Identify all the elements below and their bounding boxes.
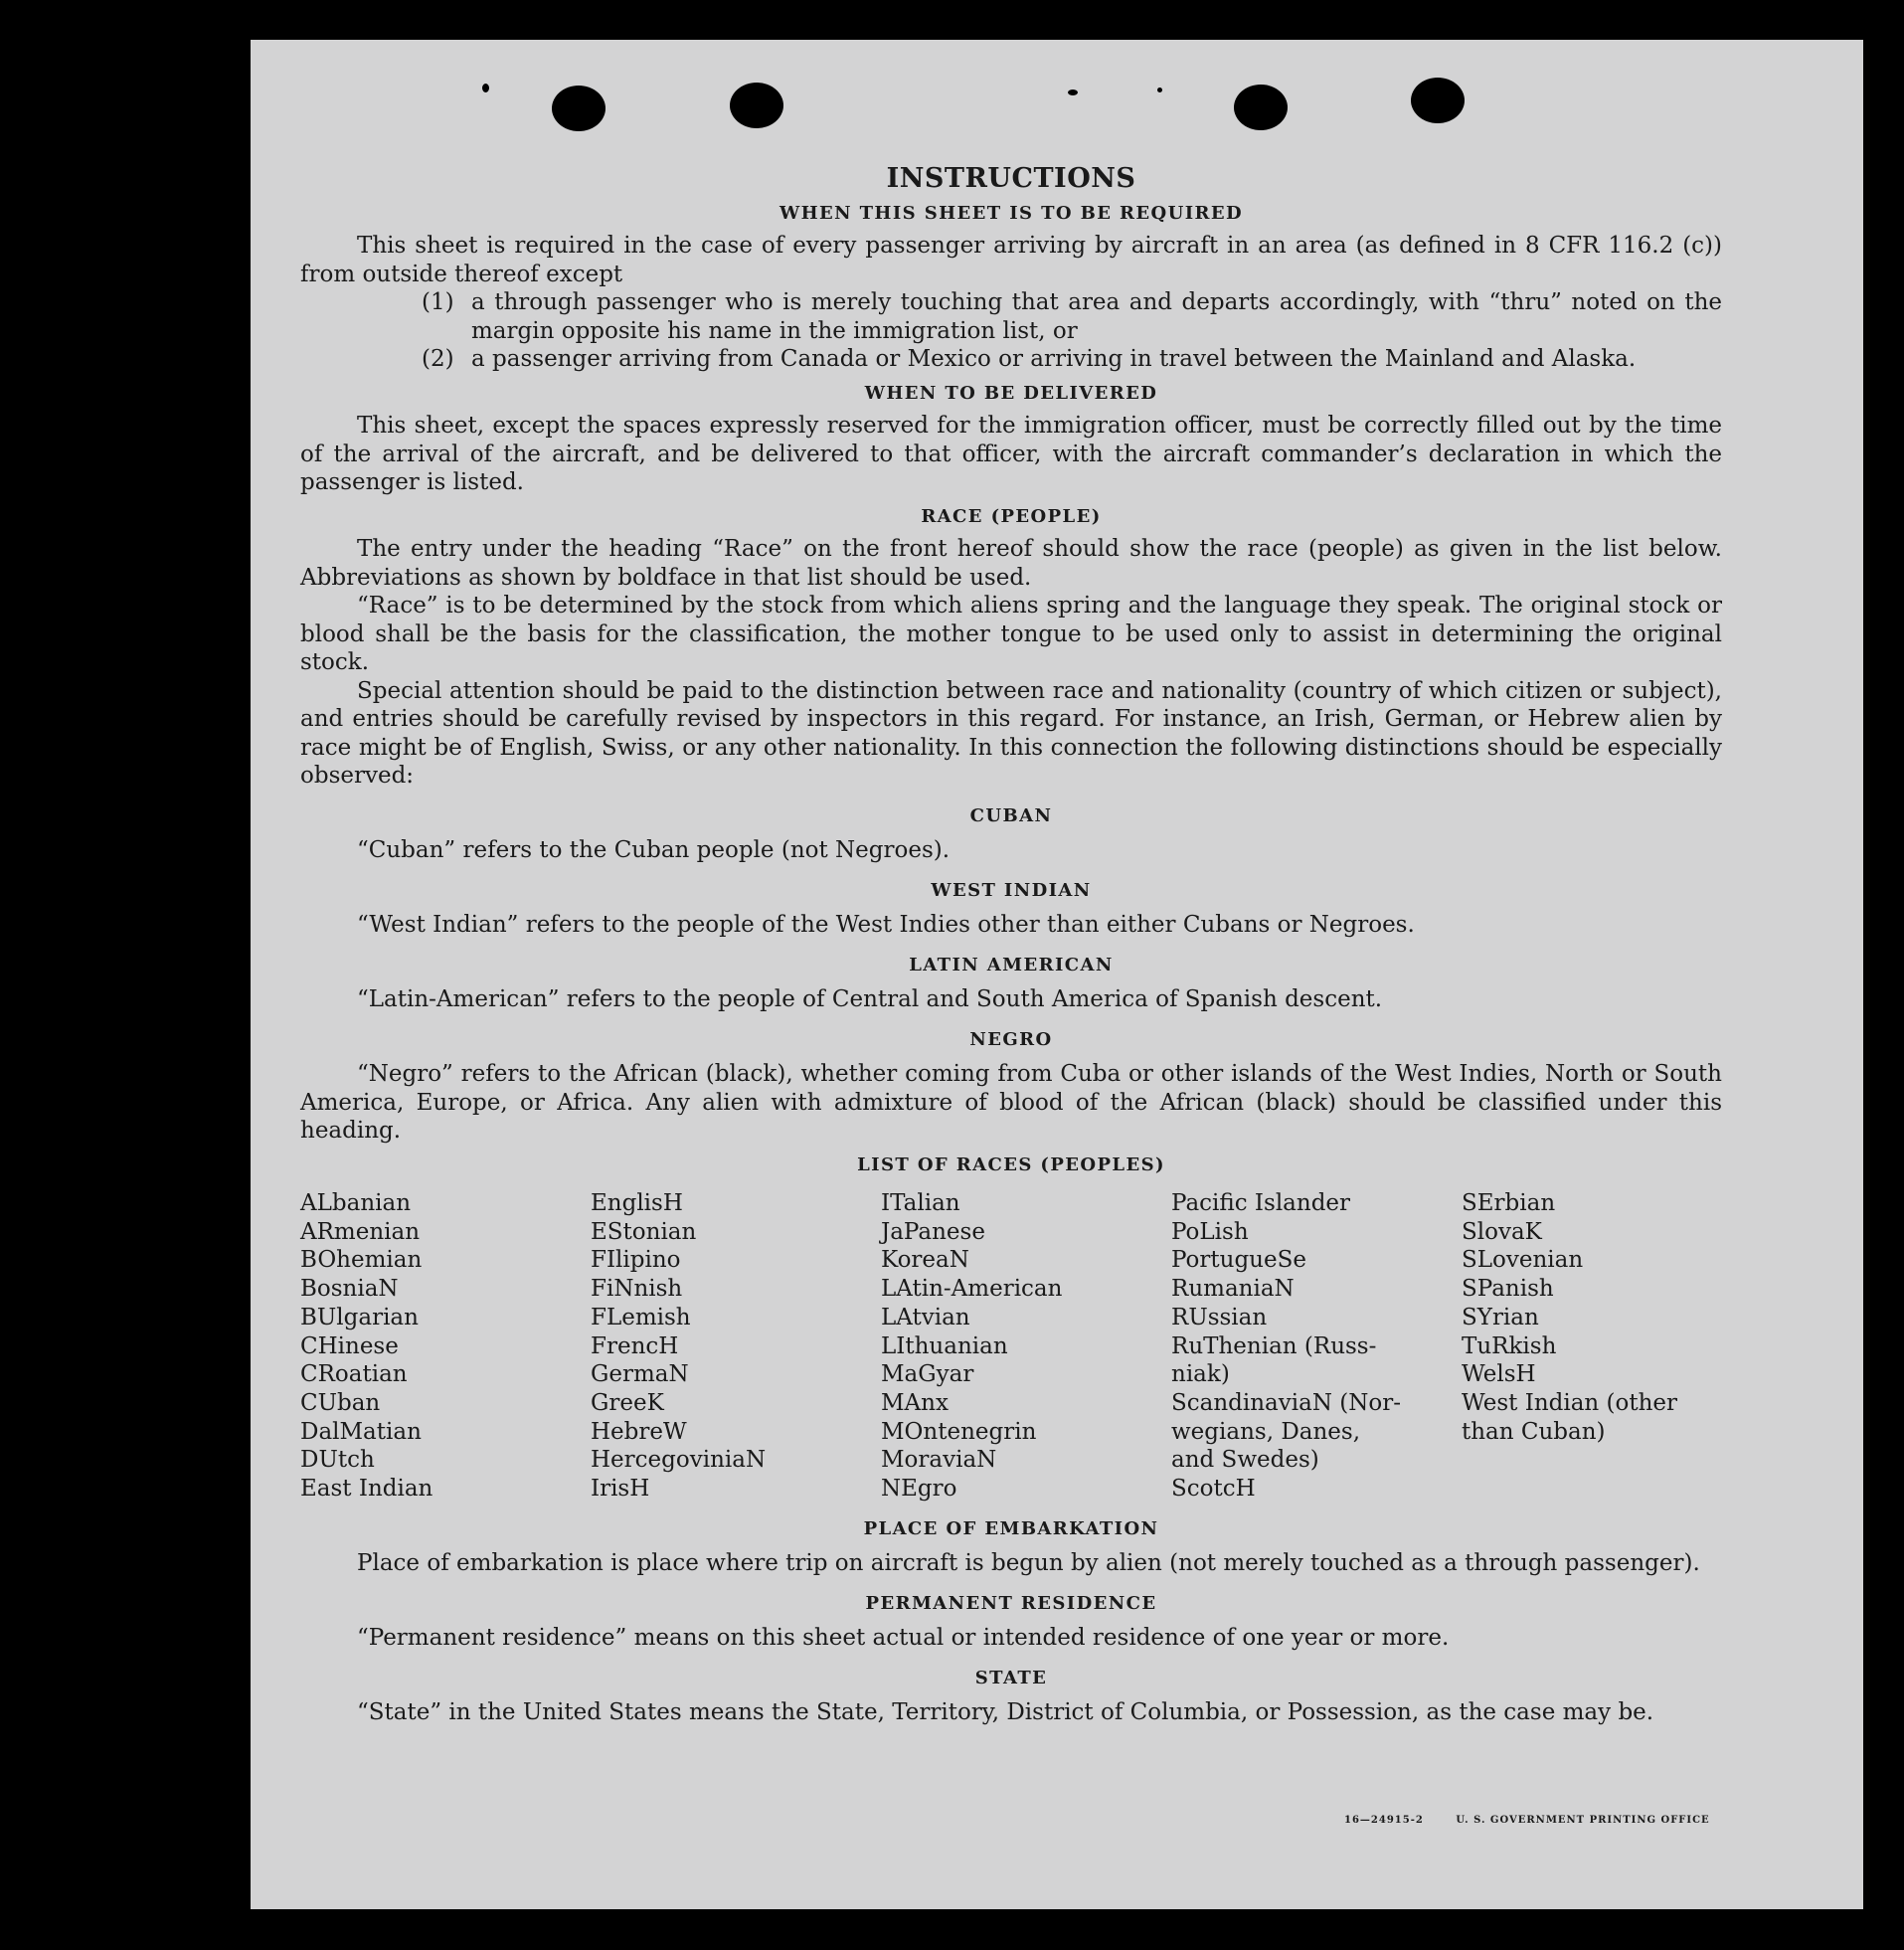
section-heading: WHEN THIS SHEET IS TO BE REQUIRED bbox=[779, 202, 1244, 224]
race-entry: DUtch bbox=[300, 1447, 375, 1474]
speck bbox=[1068, 89, 1078, 95]
race-column bbox=[1462, 1189, 1720, 1504]
form-number: 16—24915-2 bbox=[1344, 1815, 1424, 1826]
race-entry: ALbanian bbox=[300, 1190, 412, 1216]
race-entry: DalMatian bbox=[300, 1418, 422, 1445]
race-entry: BOhemian bbox=[300, 1247, 423, 1274]
list-item bbox=[300, 288, 1722, 345]
section-heading: LIST OF RACES (PEOPLES) bbox=[857, 1153, 1165, 1175]
race-entry: RumaniaN bbox=[1171, 1276, 1295, 1303]
paragraph: “Latin-American” refers to the people of Central and South America of Spanish descent. bbox=[357, 986, 1383, 1012]
section-heading: WEST INDIAN bbox=[931, 879, 1092, 901]
race-entry: SYrian bbox=[1462, 1304, 1539, 1330]
race-entry: TuRkish bbox=[1462, 1332, 1557, 1359]
race-entry: ITalian bbox=[881, 1190, 960, 1216]
punch-hole bbox=[730, 83, 783, 128]
race-entry: SLovenian bbox=[1462, 1247, 1584, 1274]
punch-hole bbox=[552, 86, 606, 131]
race-entry: RuThenian (Russ- bbox=[1171, 1332, 1377, 1359]
race-entry: MAnx bbox=[881, 1389, 949, 1416]
printer-imprint: U. S. GOVERNMENT PRINTING OFFICE bbox=[1456, 1815, 1710, 1826]
race-entry: MaGyar bbox=[881, 1361, 974, 1388]
race-entry: FIlipino bbox=[591, 1247, 681, 1274]
paragraph: “Race” is to be determined by the stock from which aliens spring and the language they speak. The original stock or blood shall be the basis for the classification, the mother tongue to be used only to assist in determining the original stock. bbox=[300, 593, 1722, 675]
section-heading: PLACE OF EMBARKATION bbox=[863, 1517, 1159, 1539]
page-title: INSTRUCTIONS bbox=[886, 163, 1136, 194]
section-heading: STATE bbox=[974, 1667, 1048, 1688]
race-entry: CRoatian bbox=[300, 1361, 408, 1388]
race-entry: ARmenian bbox=[300, 1218, 421, 1245]
race-entry: EnglisH bbox=[591, 1190, 683, 1216]
paragraph: Place of embarkation is place where trip on aircraft is begun by alien (not merely touched as a through passenger). bbox=[357, 1550, 1700, 1577]
race-entry: PortugueSe bbox=[1171, 1247, 1306, 1274]
race-entry: SErbian bbox=[1462, 1190, 1556, 1216]
document-sheet bbox=[251, 40, 1863, 1909]
paragraph: “West Indian” refers to the people of the West Indies other than either Cubans or Negroes. bbox=[357, 912, 1415, 938]
item-number: (1) bbox=[422, 289, 454, 315]
race-entry: MOntenegrin bbox=[881, 1418, 1037, 1445]
race-entry: ScandinaviaN (Nor- bbox=[1171, 1389, 1401, 1416]
paragraph: This sheet, except the spaces expressly reserved for the immigration officer, must be correctly filled out by the time of the arrival of the aircraft, and be delivered to that officer, with the aircraft commander’s declaration in which the passenger is listed. bbox=[300, 413, 1722, 495]
section-heading: PERMANENT RESIDENCE bbox=[865, 1592, 1157, 1614]
race-entry-continuation: wegians, Danes, bbox=[1171, 1418, 1361, 1445]
speck bbox=[482, 84, 489, 92]
race-entry: Pacific Islander bbox=[1171, 1190, 1351, 1216]
section-heading: LATIN AMERICAN bbox=[909, 954, 1114, 975]
paragraph: Special attention should be paid to the distinction between race and nationality (country of which citizen or subject), and entries should be carefully revised by inspectors in this regard. For instance, an Irish, German, or Hebrew alien by race might be of English, Swiss, or any other nationality. In this connection the following distinctions should be especially observed: bbox=[300, 677, 1722, 789]
punch-hole bbox=[1234, 85, 1288, 130]
race-entry: WelsH bbox=[1462, 1361, 1536, 1388]
paragraph: “Permanent residence” means on this sheet actual or intended residence of one year or more. bbox=[357, 1625, 1450, 1652]
race-entry: SPanish bbox=[1462, 1276, 1554, 1303]
race-entry: HebreW bbox=[591, 1418, 687, 1445]
race-entry: LIthuanian bbox=[881, 1332, 1008, 1359]
race-entry-continuation: niak) bbox=[1171, 1361, 1230, 1388]
instructions-content bbox=[300, 165, 1722, 1727]
race-column bbox=[1171, 1189, 1462, 1504]
race-entry: FiNnish bbox=[591, 1276, 683, 1303]
race-entry-continuation: and Swedes) bbox=[1171, 1447, 1319, 1474]
section-heading: CUBAN bbox=[969, 804, 1053, 826]
paragraph: The entry under the heading “Race” on the front hereof should show the race (people) as given in the list below. Abbreviations as shown by boldface in that list should be used. bbox=[300, 536, 1722, 591]
race-entry: KoreaN bbox=[881, 1247, 969, 1274]
race-entry: SlovaK bbox=[1462, 1218, 1542, 1245]
race-entry: FrencH bbox=[591, 1332, 679, 1359]
item-number: (2) bbox=[422, 346, 454, 372]
race-list bbox=[300, 1189, 1722, 1504]
race-entry: JaPanese bbox=[881, 1218, 985, 1245]
paragraph: This sheet is required in the case of every passenger arriving by aircraft in an area (as defined in 8 CFR 116.2 (c)) from outside thereof except bbox=[300, 233, 1722, 287]
race-entry: GermaN bbox=[591, 1361, 689, 1388]
speck bbox=[1157, 88, 1162, 92]
race-column bbox=[881, 1189, 1171, 1504]
paragraph: “State” in the United States means the State, Territory, District of Columbia, or Possession, as the case may be. bbox=[357, 1699, 1654, 1726]
race-entry: EStonian bbox=[591, 1218, 697, 1245]
section-heading: NEGRO bbox=[969, 1028, 1053, 1050]
race-entry: East Indian bbox=[300, 1476, 433, 1503]
race-entry: NEgro bbox=[881, 1476, 957, 1503]
paragraph: “Negro” refers to the African (black), whether coming from Cuba or other islands of the West Indies, North or South America, Europe, or Africa. Any alien with admixture of blood of the African (black) should be classified under this heading. bbox=[300, 1061, 1722, 1144]
race-entry: LAtin-American bbox=[881, 1276, 1063, 1303]
race-entry: BUlgarian bbox=[300, 1304, 419, 1330]
paragraph: “Cuban” refers to the Cuban people (not Negroes). bbox=[357, 837, 951, 863]
race-entry: PoLish bbox=[1171, 1218, 1249, 1245]
race-entry: MoraviaN bbox=[881, 1447, 997, 1474]
race-entry: RUssian bbox=[1171, 1304, 1268, 1330]
punch-hole bbox=[1411, 78, 1465, 123]
footer-imprint bbox=[1344, 1815, 1738, 1826]
race-entry: LAtvian bbox=[881, 1304, 970, 1330]
race-entry: HercegoviniaN bbox=[591, 1447, 767, 1474]
race-column bbox=[300, 1189, 591, 1504]
item-text: a through passenger who is merely touching that area and departs accordingly, with “thru” noted on the margin opposite his name in the immigration list, or bbox=[471, 289, 1722, 344]
item-text: a passenger arriving from Canada or Mexico or arriving in travel between the Mainland and Alaska. bbox=[471, 346, 1637, 372]
race-entry-continuation: than Cuban) bbox=[1462, 1418, 1606, 1445]
race-entry: BosniaN bbox=[300, 1276, 399, 1303]
race-entry: CHinese bbox=[300, 1332, 399, 1359]
race-entry: FLemish bbox=[591, 1304, 691, 1330]
race-entry: West Indian (other bbox=[1462, 1389, 1678, 1416]
section-heading: RACE (PEOPLE) bbox=[921, 505, 1102, 527]
race-entry: IrisH bbox=[591, 1476, 650, 1503]
section-heading: WHEN TO BE DELIVERED bbox=[864, 382, 1158, 404]
list-item bbox=[300, 345, 1722, 374]
race-entry: CUban bbox=[300, 1389, 381, 1416]
race-entry: GreeK bbox=[591, 1389, 664, 1416]
race-column bbox=[591, 1189, 881, 1504]
race-entry: ScotcH bbox=[1171, 1476, 1256, 1503]
